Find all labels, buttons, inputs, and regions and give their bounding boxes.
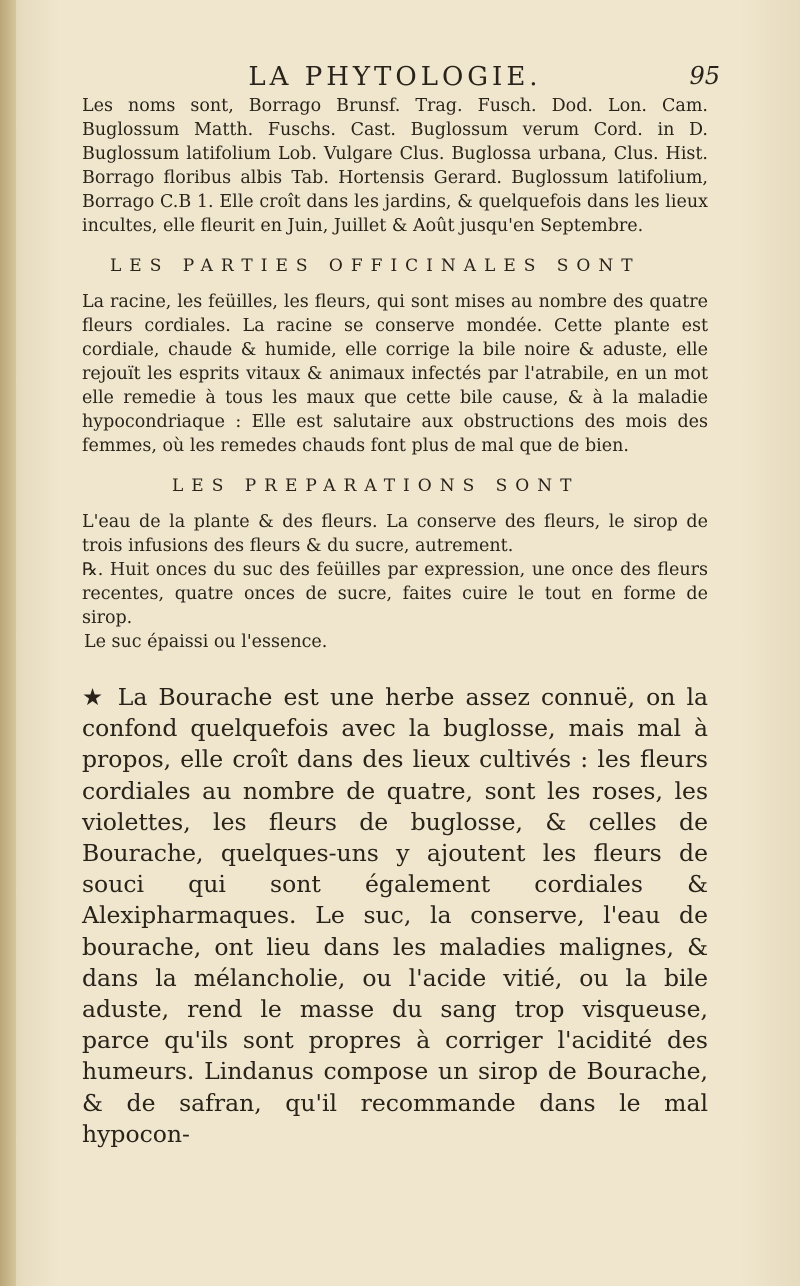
names-paragraph: Les noms sont, Borrago Brunsf. Trag. Fusch. Dod. Lon. Cam. Buglossum Matth. Fuschs. Cast. Buglossum verum Cord. in D. Buglossum latifolium Lob. Vulgare Clus. Buglossa urbana, Clus. Hist. Borrago floribus albis Tab. Hortensis Gerard. Buglossum latifolium, Borrago C.B 1. Elle croît dans les jardins, & quelquefois dans les lieux incultes, elle fleurit en Juin, Juillet & Août jusqu'en Septembre. <box>82 96 708 236</box>
preparations-line-3: Le suc épaissi ou l'essence. <box>84 632 328 652</box>
section-heading-officinales: LES PARTIES OFFICINALES SONT <box>110 256 641 276</box>
officinales-paragraph: La racine, les feüilles, les fleurs, qui sont mises au nombre des quatre fleurs cordiales. La racine se conserve mondée. Cette plante est cordiale, chaude & humide, elle corrige la bile noire & aduste, elle rejouït les esprits vitaux & animaux infectés par l'atrabile, en un mot elle remedie à tous les maux que cette bile cause, & à la maladie hypocondriaque : Elle est salutaire aux obstructions des mois des femmes, où les remedes chauds font plus de mal que de bien. <box>82 292 708 456</box>
commentary-paragraph: ★ La Bourache est une herbe assez connuë, on la confond quelquefois avec la buglosse, mais mal à propos, elle croît dans des lieux cultivés : les fleurs cordiales au nombre de quatre, sont les roses, les violettes, les fleurs de buglosse, & celles de Bourache, quelques-uns y ajoutent les fleurs de souci qui sont également cordiales & Alexipharmaques. Le suc, la conserve, l'eau de bourache, ont lieu dans les maladies malignes, & dans la mélancholie, ou l'acide vitié, ou la bile aduste, rend le masse du sang trop visqueuse, parce qu'ils sont propres à corriger l'acidité des humeurs. Lindanus compose un sirop de Bourache, & de safran, qu'il recommande dans le mal hypocon- <box>82 683 708 1148</box>
preparations-line-1: L'eau de la plante & des fleurs. La conserve des fleurs, le sirop de trois infusions des fleurs & du sucre, autrement. <box>82 512 708 556</box>
page-content <box>82 62 720 1150</box>
book-spine-shadow <box>0 0 16 1286</box>
page-number: 95 <box>689 62 720 90</box>
commentary-block <box>82 682 708 1150</box>
page-title: LA PHYTOLOGIE. <box>248 62 542 92</box>
preparations-line-2: ℞. Huit onces du suc des feüilles par expression, une once des fleurs recentes, quatre onces de sucre, faites cuire le tout en forme de sirop. <box>82 560 708 628</box>
running-head <box>82 62 720 92</box>
section-heading-preparations: LES PREPARATIONS SONT <box>172 476 580 496</box>
